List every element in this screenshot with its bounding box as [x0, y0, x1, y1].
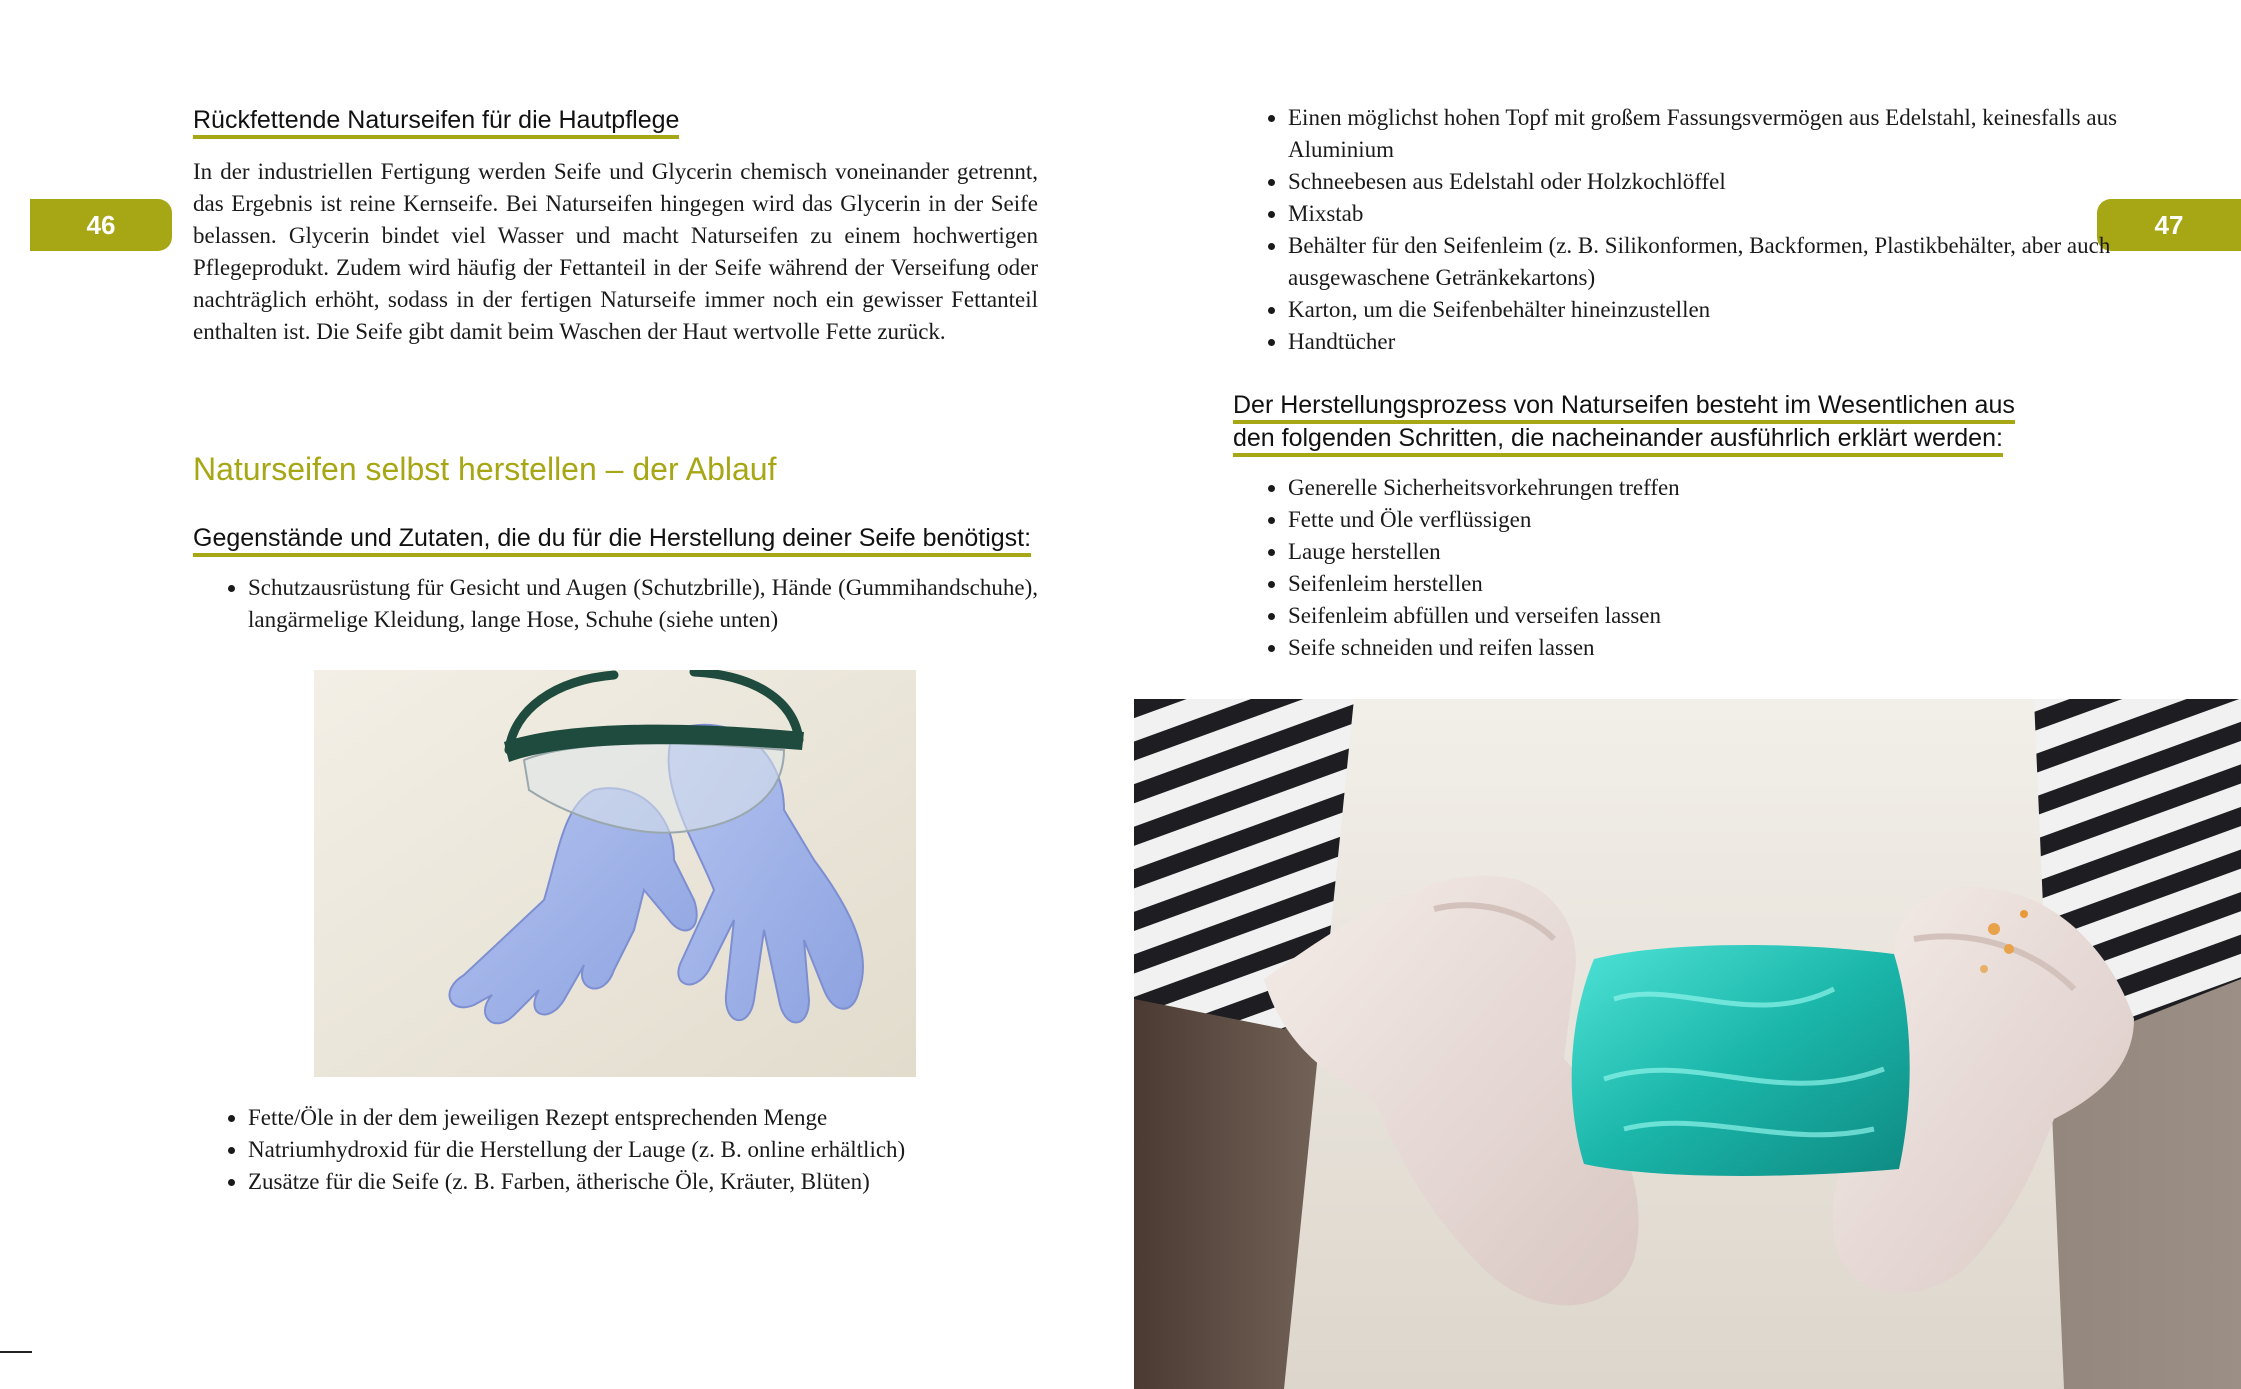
soap-in-hands-photo: [1134, 699, 2241, 1389]
ingredients-list-top: [193, 572, 1038, 636]
list-item: • Handtücher: [1288, 326, 2133, 358]
page-number-tab-left: [30, 199, 172, 251]
crop-mark: [0, 1351, 32, 1353]
list-item: • Seifenleim herstellen: [1288, 568, 2108, 600]
ingredients-list-bottom: [193, 1102, 1093, 1198]
process-heading-text: Der Herstellungsprozess von Naturseifen besteht im Wesentlichen aus den folgenden Schritten, die nacheinander ausführlich erklärt werden:: [1233, 391, 2015, 457]
list-item: • Karton, um die Seifenbehälter hineinzustellen: [1288, 294, 2133, 326]
section-title-ablauf: Naturseifen selbst herstellen – der Ablauf: [193, 451, 777, 487]
page-number: 46: [86, 209, 116, 240]
equipment-list: [1233, 102, 2133, 358]
gloves-goggles-photo: [314, 670, 916, 1077]
list-item: • Zusätze für die Seife (z. B. Farben, ätherische Öle, Kräuter, Blüten): [248, 1166, 1093, 1198]
list-item: • Fette und Öle verflüssigen: [1288, 504, 2108, 536]
list-item: • Schneebesen aus Edelstahl oder Holzkochlöffel: [1288, 166, 2133, 198]
list-item: • Fette/Öle in der dem jeweiligen Rezept entsprechenden Menge: [248, 1102, 1093, 1134]
list-item: • Natriumhydroxid für die Herstellung der Lauge (z. B. online erhältlich): [248, 1134, 1093, 1166]
page-number: 47: [2154, 209, 2184, 240]
list-item: • Generelle Sicherheitsvorkehrungen treffen: [1288, 472, 2108, 504]
list-item: • Behälter für den Seifenleim (z. B. Silikonformen, Backformen, Plastikbehälter, aber auch ausgewaschene Getränkekartons): [1288, 230, 2133, 294]
heading-text: Rückfettende Naturseifen für die Hautpflege: [193, 106, 679, 139]
list-item: • Schutzausrüstung für Gesicht und Augen (Schutzbrille), Hände (Gummihandschuhe), langärmelige Kleidung, lange Hose, Schuhe (siehe unten): [248, 572, 1038, 636]
list-item: • Lauge herstellen: [1288, 536, 2108, 568]
list-item: • Mixstab: [1288, 198, 2133, 230]
section-heading-rueckfettende: [193, 104, 679, 137]
list-item: • Einen möglichst hohen Topf mit großem Fassungsvermögen aus Edelstahl, keinesfalls aus Aluminium: [1288, 102, 2133, 166]
process-heading: [1233, 389, 2053, 455]
subheading-text: Gegenstände und Zutaten, die du für die Herstellung deiner Seife benötigst:: [193, 524, 1031, 557]
ingredients-subheading: [193, 522, 1031, 555]
list-item: • Seife schneiden und reifen lassen: [1288, 632, 2108, 664]
intro-paragraph: In der industriellen Fertigung werden Seife und Glycerin chemisch voneinander getrennt, das Ergebnis ist reine Kernseife. Bei Naturseifen hingegen wird das Glycerin in der Seife belassen. Glycerin bindet viel Wasser und macht Naturseifen zu einem hochwertigen Pflegeprodukt. Zudem wird häufig der Fettanteil in der Seife während der Verseifung oder nachträglich erhöht, sodass in der fertigen Naturseife immer noch ein gewisser Fettanteil enthalten ist. Die Seife gibt damit beim Waschen der Haut wertvolle Fette zurück.: [193, 159, 1038, 344]
list-item: • Seifenleim abfüllen und verseifen lassen: [1288, 600, 2108, 632]
process-steps-list: [1233, 472, 2108, 664]
